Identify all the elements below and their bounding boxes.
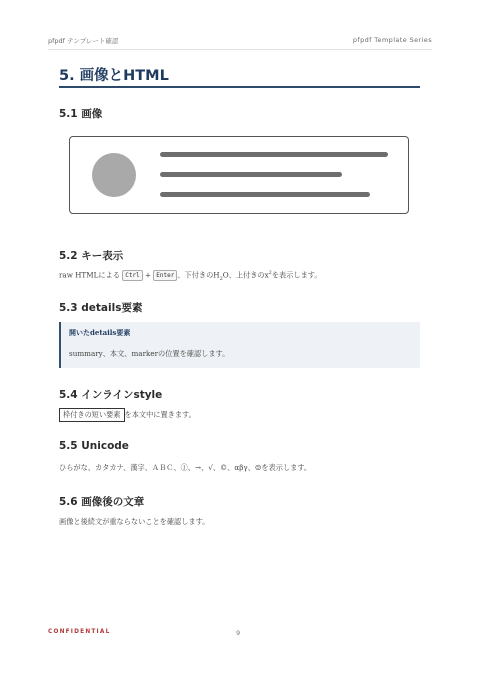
keys-plus: + (144, 270, 151, 280)
heading-after-image: 5.6 画像後の文章 (59, 496, 145, 508)
keys-suffix: を表示します。 (271, 270, 322, 280)
heading-inline-style: 5.4 インラインstyle (59, 389, 163, 401)
keys-paragraph (59, 270, 322, 282)
boxed-element: 枠付きの短い要素 (59, 408, 125, 422)
keys-prefix: raw HTMLによる (59, 270, 120, 280)
image-line (160, 152, 388, 157)
inline-style-paragraph (59, 408, 196, 422)
image-line (160, 172, 342, 177)
title-underline (59, 86, 420, 88)
superscript: 2 (268, 270, 272, 276)
heading-unicode: 5.5 Unicode (59, 440, 129, 452)
details-summary[interactable]: 開いたdetails要素 (69, 328, 131, 337)
header-right: pfpdf Template Series (352, 36, 432, 44)
details-body: summary、本文、markerの位置を確認します。 (69, 349, 230, 358)
details-block[interactable] (59, 322, 420, 368)
subscript: 2 (219, 275, 223, 282)
page-title: 5. 画像とHTML (59, 68, 169, 84)
keys-mid2: O、上付きのx (222, 270, 269, 280)
keys-mid1: 、下付きのH (177, 270, 220, 280)
after-image-paragraph: 画像と後続文が重ならないことを確認します。 (59, 517, 210, 526)
page-header (48, 36, 432, 50)
ctrl-key: Ctrl (122, 270, 142, 281)
heading-image: 5.1 画像 (59, 108, 103, 120)
heading-details: 5.3 details要素 (59, 302, 143, 314)
page-number: 9 (236, 629, 241, 637)
unicode-paragraph: ひらがな、カタカナ、漢字、ＡＢＣ、①、→、√、©、αβγ、☺を表示します。 (59, 463, 312, 472)
heading-keys: 5.2 キー表示 (59, 250, 124, 262)
header-divider (48, 49, 432, 50)
image-avatar-circle (92, 153, 136, 197)
inline-style-rest: を本文中に置きます。 (124, 410, 196, 419)
header-left: pfpdf テンプレート確認 (48, 37, 119, 45)
image-line (160, 192, 370, 197)
placeholder-image (69, 136, 409, 214)
confidential-label: CONFIDENTIAL (48, 629, 111, 635)
enter-key: Enter (153, 270, 177, 281)
